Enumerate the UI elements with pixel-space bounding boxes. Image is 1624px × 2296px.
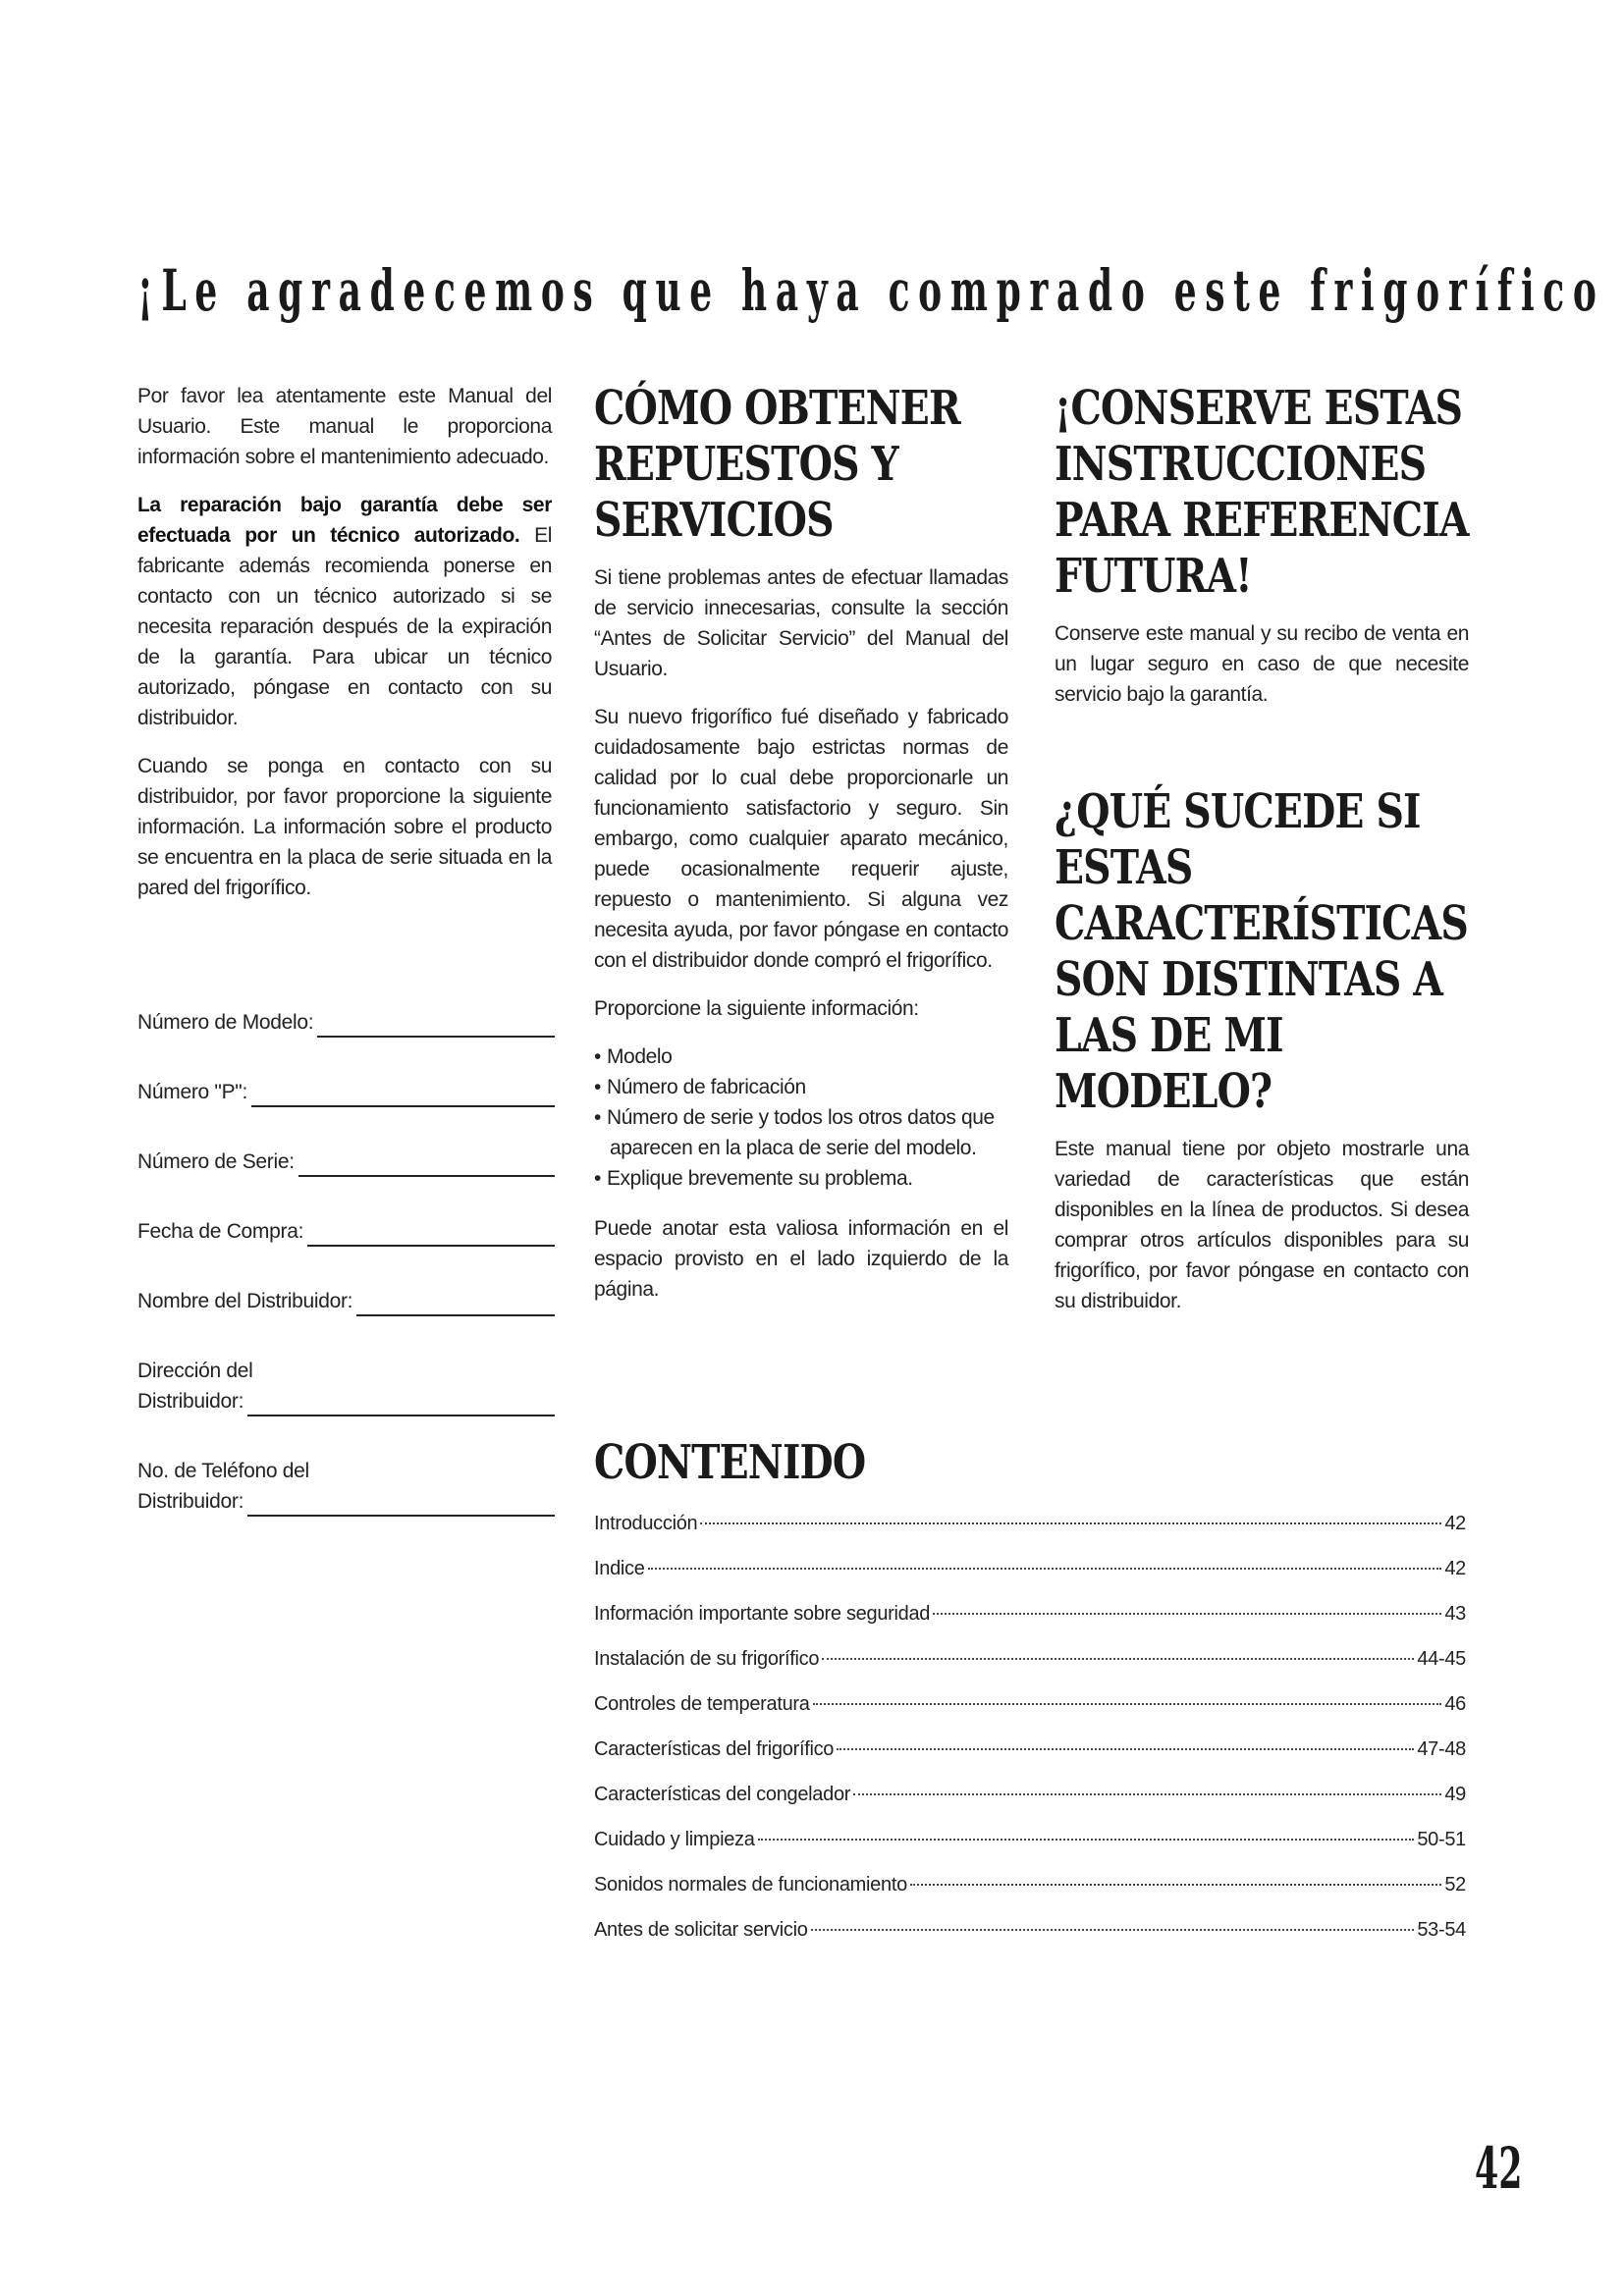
- model-number-field[interactable]: [137, 1007, 555, 1038]
- parts-paragraph-3: Proporcione la siguiente información:: [594, 997, 919, 1020]
- toc-leader: [837, 1748, 1414, 1750]
- parts-paragraph-1: Si tiene problemas antes de efectuar llamadas de servicio innecesarias, consulte la sección “Antes de Solicitar Servicio” del Manual del Usuario.: [594, 566, 1008, 680]
- warranty-bold-text: La reparación bajo garantía debe ser efectuada por un técnico autorizado.: [137, 494, 552, 547]
- intro-column: [137, 381, 552, 921]
- toc-entry[interactable]: [594, 1874, 1466, 1919]
- toc-label: Sonidos normales de funcionamiento: [594, 1874, 907, 1896]
- dealer-name-field[interactable]: [137, 1286, 555, 1316]
- p-number-line[interactable]: [251, 1084, 555, 1107]
- toc-entry[interactable]: [594, 1784, 1466, 1829]
- dealer-phone-label-2: Distribuidor:: [137, 1490, 244, 1513]
- toc-page: 53-54: [1417, 1919, 1466, 1941]
- toc-entry[interactable]: [594, 1603, 1466, 1648]
- toc-label: Introducción: [594, 1513, 698, 1534]
- parts-paragraph-4: Puede anotar esta valiosa información en el espacio provisto en el lado izquierdo de la página.: [594, 1217, 1008, 1301]
- model-number-line[interactable]: [317, 1014, 555, 1038]
- dealer-address-label-2: Distribuidor:: [137, 1390, 244, 1413]
- serial-number-line[interactable]: [298, 1153, 555, 1177]
- serial-number-field[interactable]: [137, 1147, 555, 1177]
- toc-page: 44-45: [1417, 1648, 1466, 1670]
- toc-label: Características del frigorífico: [594, 1738, 835, 1760]
- dealer-phone-field[interactable]: [137, 1456, 555, 1517]
- toc-leader: [853, 1793, 1441, 1795]
- product-info-form: [137, 1007, 555, 1556]
- toc-entry[interactable]: [594, 1919, 1466, 1964]
- contents-heading: CONTENIDO: [594, 1435, 866, 1490]
- serial-number-label: Número de Serie:: [137, 1150, 295, 1173]
- dealer-phone-line[interactable]: [247, 1493, 555, 1517]
- toc-entry[interactable]: [594, 1693, 1466, 1738]
- toc-page: 49: [1444, 1784, 1466, 1805]
- parts-paragraph-2: Su nuevo frigorífico fué diseñado y fabricado cuidadosamente bajo estrictas normas de calidad por lo cual debe proporcionarle un funcionamiento satisfactorio y seguro. Sin embargo, como cualquier aparato mecánico, puede ocasionalmente requerir ajuste, repuesto o mantenimiento. Si alguna vez necesita ayuda, por favor póngase en contacto con el distribuidor donde compró el frigorífico.: [594, 706, 1008, 972]
- toc-page: 46: [1444, 1693, 1466, 1715]
- bullet-item: • Explique brevemente su problema.: [594, 1163, 1008, 1194]
- toc-label: Información importante sobre seguridad: [594, 1603, 931, 1625]
- keep-paragraph: Conserve este manual y su recibo de venta en un lugar seguro en caso de que necesite servicio bajo la garantía.: [1055, 622, 1469, 706]
- table-of-contents: [594, 1435, 1466, 1964]
- bullet-item: • Número de serie y todos los otros datos que aparecen en la placa de serie del modelo.: [594, 1102, 1008, 1163]
- toc-leader: [933, 1613, 1441, 1615]
- toc-entry[interactable]: [594, 1738, 1466, 1784]
- dealer-address-field[interactable]: [137, 1356, 555, 1416]
- features-heading: ¿QUÉ SUCEDE SI ESTAS CARACTERÍSTICAS SON DISTINTAS A LAS DE MI MODELO?: [1055, 784, 1468, 1119]
- page-banner-title: ¡Le agradecemos que haya comprado este frigorífico: [137, 257, 1605, 324]
- purchase-date-line[interactable]: [307, 1223, 555, 1247]
- bullet-item: • Modelo: [594, 1041, 1008, 1072]
- toc-page: 52: [1444, 1874, 1466, 1896]
- toc-label: Instalación de su frigorífico: [594, 1648, 820, 1670]
- info-bullet-list: [594, 1041, 1008, 1194]
- toc-page: 42: [1444, 1513, 1466, 1534]
- keep-instructions-section: [1055, 381, 1469, 1334]
- purchase-date-label: Fecha de Compra:: [137, 1220, 304, 1243]
- toc-label: Cuidado y limpieza: [594, 1829, 755, 1850]
- purchase-date-field[interactable]: [137, 1216, 555, 1247]
- toc-page: 47-48: [1417, 1738, 1466, 1760]
- warranty-text: El fabricante además recomienda ponerse en contacto con un técnico autorizado si se necesita reparación después de la expiración de la garantía. Para ubicar un técnico autorizado, póngase en contacto con su distribuidor.: [137, 524, 553, 729]
- parts-service-heading: CÓMO OBTENER REPUESTOS Y SERVICIOS: [594, 381, 960, 548]
- toc-page: 43: [1444, 1603, 1466, 1625]
- intro-paragraph-3: Cuando se ponga en contacto con su distribuidor, por favor proporcione la siguiente información. La información sobre el producto se encuentra en la placa de serie situada en la pared del frigorífico.: [137, 755, 552, 899]
- intro-paragraph-1: Por favor lea atentamente este Manual del Usuario. Este manual le proporciona información sobre el mantenimiento adecuado.: [137, 385, 552, 468]
- keep-instructions-heading: ¡CONSERVE ESTAS INSTRUCCIONES PARA REFERENCIA FUTURA!: [1055, 381, 1469, 604]
- toc-label: Indice: [594, 1558, 645, 1579]
- dealer-name-label: Nombre del Distribuidor:: [137, 1290, 353, 1312]
- toc-entry[interactable]: [594, 1829, 1466, 1874]
- toc-label: Controles de temperatura: [594, 1693, 810, 1715]
- page-number: 42: [1475, 2135, 1523, 2202]
- toc-label: Características del congelador: [594, 1784, 851, 1805]
- p-number-label: Número "P":: [137, 1081, 247, 1103]
- model-number-label: Número de Modelo:: [137, 1011, 314, 1034]
- toc-entry[interactable]: [594, 1648, 1466, 1693]
- dealer-name-line[interactable]: [356, 1293, 555, 1316]
- dealer-address-line[interactable]: [247, 1393, 555, 1416]
- p-number-field[interactable]: [137, 1077, 555, 1107]
- toc-label: Antes de solicitar servicio: [594, 1919, 808, 1941]
- intro-paragraph-2: [137, 490, 552, 733]
- dealer-phone-label-1: No. de Teléfono del: [137, 1460, 309, 1482]
- toc-leader: [910, 1884, 1441, 1886]
- toc-entry[interactable]: [594, 1513, 1466, 1558]
- toc-leader: [758, 1839, 1415, 1841]
- parts-service-section: [594, 381, 1008, 1322]
- toc-leader: [648, 1568, 1442, 1570]
- toc-leader: [822, 1658, 1414, 1660]
- toc-leader: [811, 1929, 1415, 1931]
- toc-entry[interactable]: [594, 1558, 1466, 1603]
- dealer-address-label-1: Dirección del: [137, 1360, 253, 1382]
- toc-page: 42: [1444, 1558, 1466, 1579]
- toc-leader: [700, 1522, 1441, 1524]
- toc-page: 50-51: [1417, 1829, 1466, 1850]
- bullet-item: • Número de fabricación: [594, 1072, 1008, 1102]
- toc-leader: [813, 1703, 1442, 1705]
- features-paragraph: Este manual tiene por objeto mostrarle una variedad de características que están disponibles en la línea de productos. Si desea comprar otros artículos disponibles para su frigorífico, por favor póngase en contacto con su distribuidor.: [1055, 1138, 1469, 1312]
